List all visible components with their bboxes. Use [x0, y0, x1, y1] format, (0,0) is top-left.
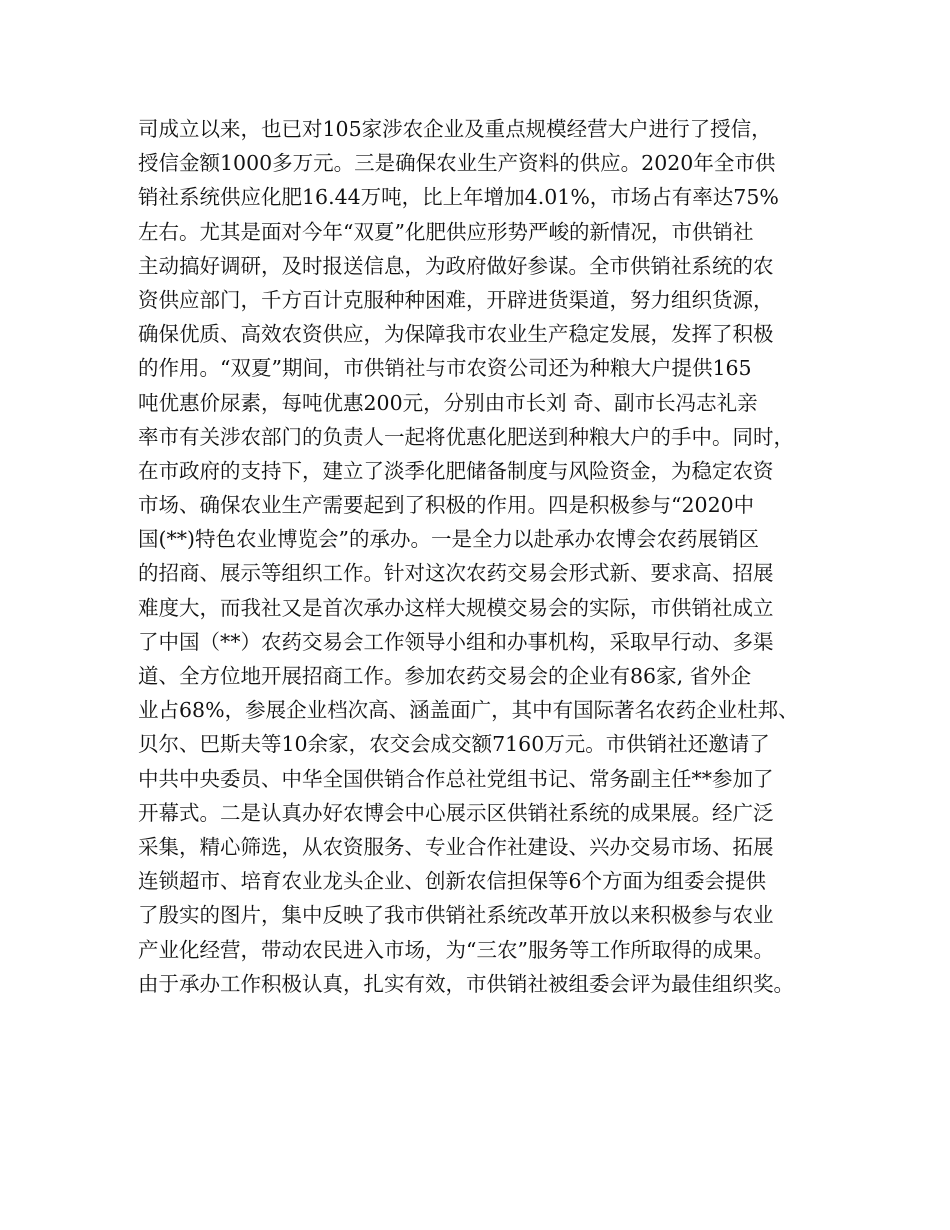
body-paragraph — [138, 112, 838, 1001]
text-line-20: 中共中央委员、中华全国供销合作总社党组书记、常务副主任**参加了 — [138, 766, 774, 791]
text-line-9: 吨优惠价尿素，每吨优惠200元，分别由市长刘 奇、副市长冯志礼亲 — [138, 390, 758, 415]
text-line-5: 主动搞好调研，及时报送信息，为政府做好参谋。全市供销社系统的农 — [138, 253, 774, 278]
text-line-22: 采集，精心筛选，从农资服务、专业合作社建设、兴办交易市场、拓展 — [138, 834, 774, 859]
text-line-23: 连锁超市、培育农业龙头企业、创新农信担保等6个方面为组委会提供 — [138, 869, 767, 894]
text-line-2: 授信金额1000多万元。三是确保农业生产资料的供应。2020年全市供 — [138, 151, 776, 176]
text-line-21: 开幕式。二是认真办好农博会中心展示区供销社系统的成果展。经广泛 — [138, 800, 774, 825]
text-line-25: 产业化经营，带动农民进入市场，为“三农”服务等工作所取得的成果。 — [138, 937, 774, 962]
text-line-24: 了殷实的图片，集中反映了我市供销社系统改革开放以来积极参与农业 — [138, 903, 774, 928]
text-line-19: 贝尔、巴斯夫等10余家，农交会成交额7160万元。市供销社还邀请了 — [138, 732, 770, 757]
text-line-14: 的招商、展示等组织工作。针对这次农药交易会形式新、要求高、招展 — [138, 561, 774, 586]
text-line-15: 难度大，而我社又是首次承办这样大规模交易会的实际，市供销社成立 — [138, 595, 774, 620]
text-line-6: 资供应部门，千方百计克服种种困难，开辟进货渠道，努力组织货源， — [138, 287, 774, 312]
text-line-13: 国(**)特色农业博览会”的承办。一是全力以赴承办农博会农药展销区 — [138, 527, 759, 552]
text-line-8: 的作用。“双夏”期间，市供销社与市农资公司还为种粮大户提供165 — [138, 356, 752, 381]
text-line-26: 由于承办工作积极认真，扎实有效，市供销社被组委会评为最佳组织奖。 — [138, 971, 794, 996]
text-line-18: 业占68%，参展企业档次高、涵盖面广，其中有国际著名农药企业杜邦、 — [138, 698, 799, 723]
text-line-12: 市场、确保农业生产需要起到了积极的作用。四是积极参与“2020中 — [138, 493, 755, 518]
text-line-16: 了中国（**）农药交易会工作领导小组和办事机构，采取早行动、多渠 — [138, 629, 774, 654]
text-line-4: 左右。尤其是面对今年“双夏”化肥供应形势严峻的新情况，市供销社 — [138, 219, 754, 244]
text-line-11: 在市政府的支持下，建立了淡季化肥储备制度与风险资金，为稳定农资 — [138, 458, 774, 483]
text-line-7: 确保优质、高效农资供应，为保障我市农业生产稳定发展，发挥了积极 — [138, 322, 774, 347]
text-line-17: 道、全方位地开展招商工作。参加农药交易会的企业有86家, 省外企 — [138, 664, 752, 688]
text-line-1: 司成立以来，也已对105家涉农企业及重点规模经营大户进行了授信， — [138, 117, 772, 141]
text-line-3: 销社系统供应化肥16.44万吨，比上年增加4.01%，市场占有率达75% — [138, 185, 779, 210]
text-line-10: 率市有关涉农部门的负责人一起将优惠化肥送到种粮大户的手中。同时， — [138, 424, 794, 449]
